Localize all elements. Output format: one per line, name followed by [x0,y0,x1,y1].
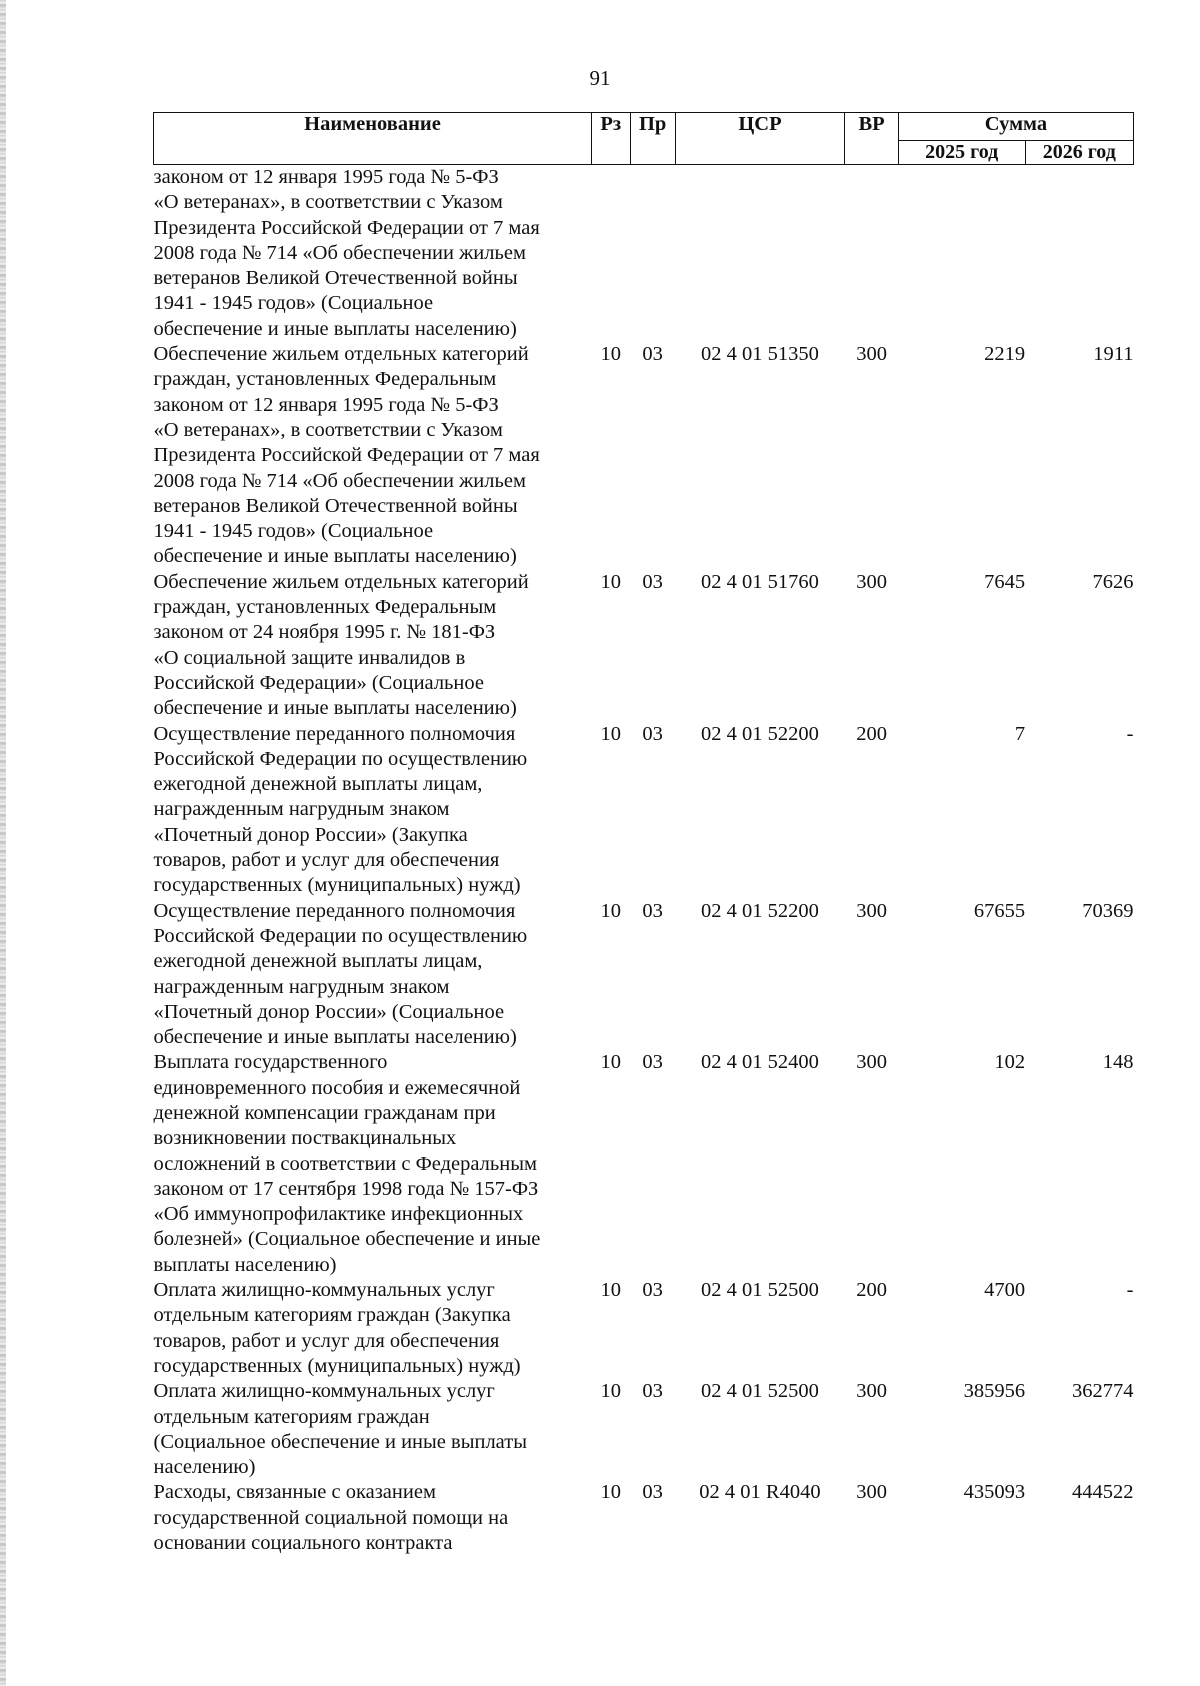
table-row [154,1050,1134,1278]
row-sum-2026: - [1126,722,1134,745]
row-name-line: отдельным категориям граждан (Закупка [153,1304,511,1327]
row-rz: 10 [600,899,621,922]
row-vr: 300 [856,570,887,593]
row-rz: 10 [600,1380,621,1403]
table-row [154,1379,1134,1480]
row-name-line: ежегодной денежной выплаты лицам, [153,773,483,796]
row-sum-2026: 148 [1102,1051,1134,1074]
row-csr: 02 4 01 52400 [701,1051,819,1074]
row-sum-2026: 1911 [1093,343,1134,366]
table-body [154,165,1134,1557]
row-name-line: обеспечение и иные выплаты населению) [153,1026,517,1049]
table-row [154,165,1134,343]
row-name-line: основании социального контракта [153,1532,453,1555]
row-name-line: болезней» (Социальное обеспечение и иные [153,1228,541,1251]
row-name-line: Обеспечение жильем отдельных категорий [153,570,529,593]
row-name-line: осложнений в соответствии с Федеральным [153,1152,537,1175]
row-name [154,1050,592,1278]
scan-edge [0,0,6,1686]
row-name-line: «Почетный донор России» (Социальное [153,1000,505,1023]
row-csr: 02 4 01 R4040 [699,1481,821,1504]
row-name-line: «Почетный донор России» (Закупка [153,823,468,846]
table-row [154,722,1134,899]
row-name-line: Осуществление переданного полномочия [153,899,516,922]
row-vr [845,165,899,343]
row-name-line: Российской Федерации по осуществлению [153,747,528,770]
row-name-line: награжденным нагрудным знаком [153,975,450,998]
table-header [154,113,1134,165]
row-name-line: Российской Федерации по осуществлению [153,924,528,947]
row-name-line: населению) [153,1456,256,1479]
row-name-line: государственной социальной помощи на [153,1506,509,1529]
row-rz: 10 [600,722,621,745]
row-sum-2025: 7645 [984,570,1026,593]
row-sum-2026 [1025,165,1133,343]
row-name-line: ежегодной денежной выплаты лицам, [153,950,483,973]
row-sum-2025: 67655 [973,899,1026,922]
row-name-line: законом от 17 сентября 1998 года № 157-ФЗ [153,1177,539,1200]
row-name-line: 2008 года № 714 «Об обеспечении жильем [153,241,526,264]
row-sum-2026: - [1126,1279,1134,1302]
row-name-line: Оплата жилищно-коммунальных услуг [153,1380,495,1403]
row-rz: 10 [600,1481,621,1504]
row-vr: 300 [856,1051,887,1074]
row-sum-2025 [898,165,1025,343]
row-rz: 10 [600,570,621,593]
row-rz: 10 [600,1051,621,1074]
row-name-line: государственных (муниципальных) нужд) [153,1354,521,1377]
row-name-line: 2008 года № 714 «Об обеспечении жильем [153,469,526,492]
row-name-line: Президента Российской Федерации от 7 мая [153,444,540,467]
row-rz: 10 [600,343,621,366]
row-name-line: единовременного пособия и ежемесячной [153,1076,521,1099]
row-name-line: ветеранов Великой Отечественной войны [153,494,518,517]
row-sum-2025: 7 [1014,722,1026,745]
row-name-line: Осуществление переданного полномочия [153,722,516,745]
row-vr: 300 [856,899,887,922]
row-name [154,1278,592,1379]
row-pr [630,165,675,343]
row-sum-2025: 102 [994,1051,1026,1074]
row-name-line: «О ветеранах», в соответствии с Указом [153,191,503,214]
table-row [154,1480,1134,1556]
row-pr: 03 [642,1380,663,1403]
row-name-line: обеспечение и иные выплаты населению) [153,317,517,340]
row-name-line: «О социальной защите инвалидов в [153,646,466,669]
table-row [154,899,1134,1051]
row-sum-2026: 7626 [1092,570,1134,593]
row-pr: 03 [642,899,663,922]
row-name-line: граждан, установленных Федеральным [153,596,497,619]
budget-table [153,112,1134,1556]
page-number: 91 [589,66,611,90]
row-sum-2025: 2219 [984,343,1026,366]
row-sum-2026: 362774 [1072,1380,1134,1403]
row-vr: 200 [856,722,887,745]
row-name-line: денежной компенсации гражданам при [153,1101,496,1124]
row-name [154,1379,592,1480]
row-vr: 300 [856,343,887,366]
row-name-line: Оплата жилищно-коммунальных услуг [153,1279,495,1302]
row-name-line: законом от 12 января 1995 года № 5-ФЗ [153,393,499,416]
row-sum-2026: 444522 [1072,1481,1134,1504]
table-row [154,1278,1134,1379]
row-name-line: ветеранов Великой Отечественной войны [153,267,518,290]
header-rz: Рз [591,113,630,165]
row-csr: 02 4 01 52500 [701,1380,819,1403]
row-csr: 02 4 01 51760 [701,570,819,593]
row-name-line: обеспечение и иные выплаты населению) [153,697,517,720]
row-name [154,899,592,1051]
header-year-2025: 2025 год [898,141,1025,165]
row-name [154,722,592,899]
header-vr: ВР [845,113,899,165]
row-name-line: обеспечение и иные выплаты населению) [153,545,517,568]
row-pr: 03 [642,722,663,745]
header-sum: Сумма [898,113,1133,141]
row-csr: 02 4 01 52200 [701,722,819,745]
row-sum-2025: 385956 [963,1380,1026,1403]
header-year-2026: 2026 год [1025,141,1133,165]
row-pr: 03 [642,343,663,366]
row-name-line: государственных (муниципальных) нужд) [153,874,521,897]
row-name [154,570,592,722]
header-pr: Пр [630,113,675,165]
row-csr: 02 4 01 52200 [701,899,819,922]
row-name [154,342,592,570]
table-row [154,342,1134,570]
row-pr: 03 [642,570,663,593]
row-name-line: возникновении поствакцинальных [153,1127,457,1150]
row-name-line: 1941 - 1945 годов» (Социальное [153,292,434,315]
row-name-line: законом от 24 ноября 1995 г. № 181-ФЗ [153,621,496,644]
row-vr: 200 [856,1279,887,1302]
row-sum-2025: 435093 [963,1481,1026,1504]
row-name [154,165,592,343]
row-vr: 300 [856,1380,887,1403]
row-name-line: законом от 12 января 1995 года № 5-ФЗ [153,166,499,188]
row-rz [591,165,630,343]
row-name [154,1480,592,1556]
row-name-line: «Об иммунопрофилактике инфекционных [153,1203,524,1226]
row-sum-2026: 70369 [1082,899,1134,922]
row-name-line: отдельным категориям граждан [153,1405,430,1428]
row-name-line: товаров, работ и услуг для обеспечения [153,1329,500,1352]
table-row [154,570,1134,722]
row-name-line: награжденным нагрудным знаком [153,798,450,821]
row-name-line: 1941 - 1945 годов» (Социальное [153,520,434,543]
row-vr: 300 [856,1481,887,1504]
row-name-line: Российской Федерации» (Социальное [153,671,484,694]
row-name-line: Расходы, связанные с оказанием [153,1481,436,1504]
row-name-line: (Социальное обеспечение и иные выплаты [153,1430,527,1453]
row-name-line: товаров, работ и услуг для обеспечения [153,849,500,872]
header-name: Наименование [154,113,592,165]
row-name-line: Выплата государственного [153,1051,388,1074]
row-csr: 02 4 01 51350 [701,343,819,366]
row-pr: 03 [642,1051,663,1074]
row-pr: 03 [642,1279,663,1302]
row-csr: 02 4 01 52500 [701,1279,819,1302]
header-csr: ЦСР [675,113,845,165]
row-name-line: выплаты населению) [153,1253,337,1276]
row-name-line: Президента Российской Федерации от 7 мая [153,216,540,239]
row-name-line: «О ветеранах», в соответствии с Указом [153,418,503,441]
row-name-line: Обеспечение жильем отдельных категорий [153,343,529,366]
row-name-line: граждан, установленных Федеральным [153,368,497,391]
row-pr: 03 [642,1481,663,1504]
row-sum-2025: 4700 [984,1279,1026,1302]
row-rz: 10 [600,1279,621,1302]
row-csr [675,165,845,343]
